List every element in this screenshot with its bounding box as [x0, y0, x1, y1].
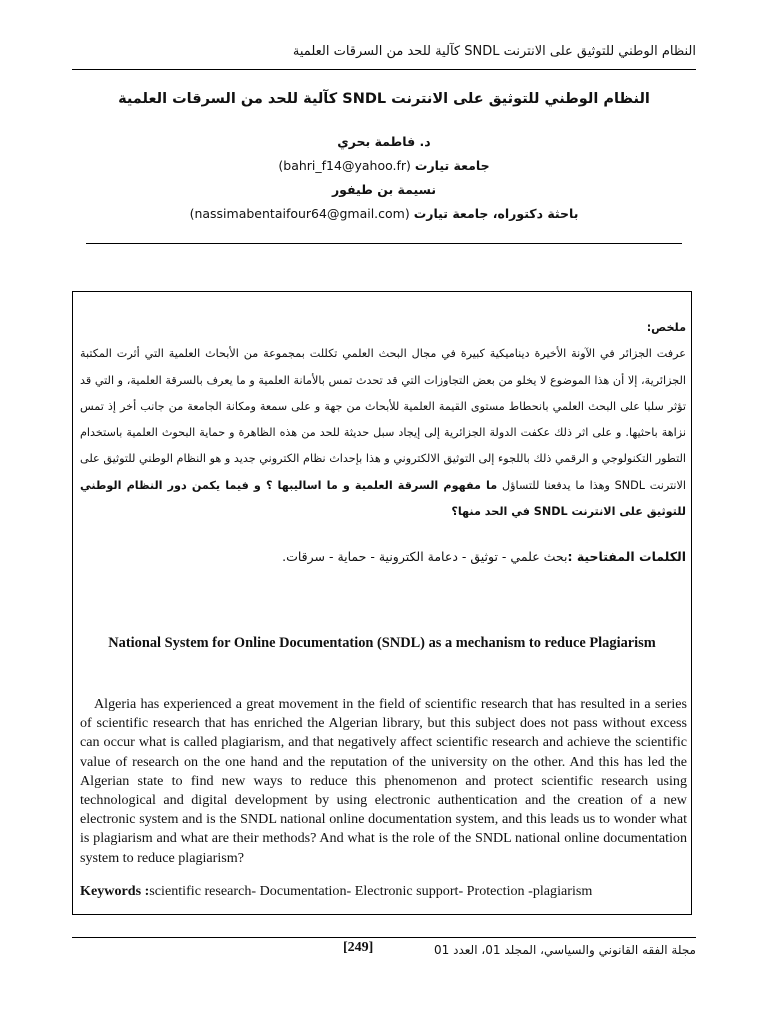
- arabic-abstract-body: عرفت الجزائر في الآونة الأخيرة ديناميكية كبيرة في مجال البحث العلمي تكللت بمجموعة من الأبحاث العلمية التي أثرت المكتبة الجزائرية، إلا أن هذا الموضوع لا يخلو من بعض التجاوزات التي قد تحدث تمس بالأمانة العلمية و ما يعرف بالسرقة العلمية، و التي قد تؤثر سلبا على البحث العلمي بانحطاط مستوى القيمة العلمية للأبحاث من جهة و على سمعة ومكانة الجامعة من جانب أخر إذ تمس نزاهة باحثيها. و على اثر ذلك عكفت الدولة الجزائرية إلى إيجاد سبل حديثة للحد من هذه الظاهرة و حماية البحوث العلمية باستخدام التطور التكنولوجي و الرقمي ذلك باللجوء إلى التوثيق الالكتروني و هذا بإحداث نظام الكتروني جديد و هو النظام الوطني للتوثيق على الانترنت SNDL وهذا ما يدفعنا للتساؤل: [80, 347, 686, 492]
- arabic-keywords-label: الكلمات المفتاحية :: [567, 549, 686, 564]
- author2-affiliation-line: [72, 202, 696, 226]
- title-divider: [86, 243, 682, 244]
- english-keywords-label: Keywords :: [80, 883, 150, 899]
- author-block: [72, 130, 696, 226]
- arabic-abstract-heading: ملخص:: [646, 321, 686, 334]
- author2-name: نسيمة بن طيفور: [331, 182, 437, 197]
- running-header: النظام الوطني للتوثيق على الانترنت SNDL كآلية للحد من السرقات العلمية: [292, 44, 696, 59]
- author1-email: (bahri_f14@yahoo.fr): [278, 158, 411, 173]
- english-keywords: [80, 881, 687, 901]
- arabic-keywords: [80, 545, 686, 569]
- english-abstract: Algeria has experienced a great movement in the field of scientific research that has resulted in a series of scientific research that has enriched the Algerian library, but this subject does not pass without excess can occur what is called plagiarism, and that negatively affect scientific research and achieve the scientific value of research on the one hand and the reputation of the university on the other. And this has led the Algerian state to find new ways to reduce this phenomenon and protect scientific research using technological and digital development by using electronic authentication and the creation of a new electronic system and is the SNDL national online documentation system, and this leads us to wonder what is plagiarism and what are their methods? And what is the role of the SNDL national online documentation system to reduce plagiarism?: [80, 696, 687, 866]
- english-keywords-text: scientific research- Documentation- Electronic support- Protection -plagiarism: [149, 883, 593, 899]
- header-divider: [72, 69, 696, 70]
- author1-affiliation: جامعة تيارت: [414, 158, 490, 173]
- author2-email: (nassimabentaifour64@gmail.com): [189, 206, 410, 221]
- journal-citation: مجلة الفقه القانوني والسياسي، المجلد 01، العدد 01: [434, 943, 696, 957]
- arabic-keywords-text: بحث علمي - توثيق - دعامة الكترونية - حماية - سرقات.: [282, 549, 568, 564]
- footer-divider: [72, 937, 696, 938]
- arabic-abstract-question: ما مفهوم السرقة العلمية و ما اساليبها ؟ و فيما يكمن دور النظام الوطني للتوثيق على الانترنت SNDL في الحد منها؟: [80, 478, 686, 519]
- arabic-title: النظام الوطني للتوثيق على الانترنت SNDL كآلية للحد من السرقات العلمية: [118, 91, 650, 107]
- arabic-abstract: [80, 315, 686, 525]
- author1-affiliation-line: [72, 154, 696, 178]
- page-number: [249]: [343, 940, 374, 955]
- author1-name: د. فاطمة بحري: [337, 134, 431, 149]
- author2-affiliation: باحثة دكتوراه، جامعة تيارت: [413, 206, 579, 221]
- english-title: National System for Online Documentation (SNDL) as a mechanism to reduce Plagiarism: [108, 635, 656, 651]
